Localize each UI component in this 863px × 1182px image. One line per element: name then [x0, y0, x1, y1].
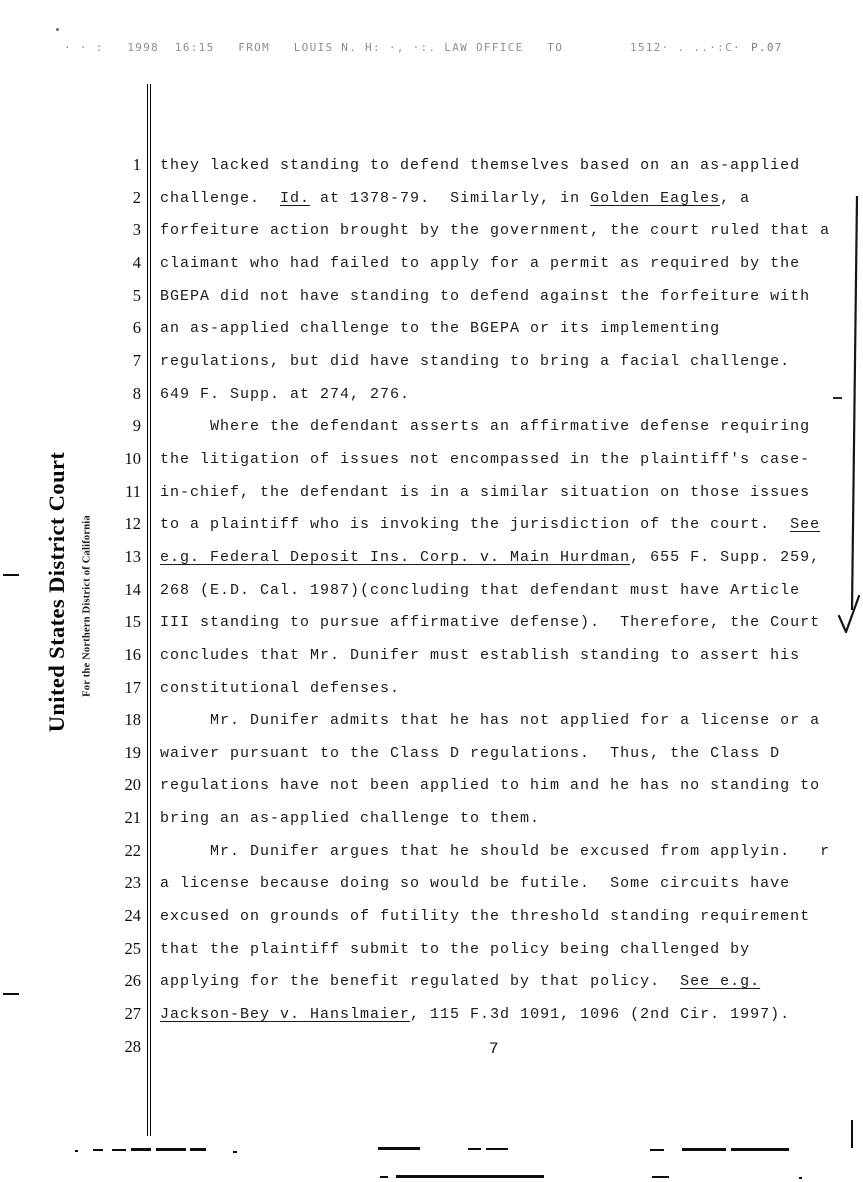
pen-check-annotation [828, 192, 862, 644]
noise-mark [731, 1148, 789, 1151]
body-line-text: excused on grounds of futility the threshold standing requirement [160, 908, 811, 926]
page-number: 7 [489, 1040, 500, 1058]
body-line-text: waiver pursuant to the Class D regulations. Thus, the Class D [160, 744, 781, 762]
body-line-text: a license because doing so would be futile. Some circuits have [160, 875, 791, 893]
line-number: 11 [125, 481, 141, 501]
body-line [0, 838, 863, 871]
body-line-text: regulations, but did have standing to bring a facial challenge. [160, 352, 791, 370]
body-line-text: BGEPA did not have standing to defend against the forfeiture with [160, 287, 811, 305]
sidebar-district-name: For the Northern District of California [81, 515, 93, 697]
body-line [0, 348, 863, 381]
body-line-text: claimant who had failed to apply for a permit as required by the [160, 254, 801, 272]
body-line-text: they lacked standing to defend themselves based on an as-applied [160, 157, 801, 174]
body-line [0, 675, 863, 708]
fax-header-left: · · : 1998 16:15 FROM LOUIS N. H: ·, ·:. LAW OFFICE TO [64, 41, 564, 54]
body-line-text: challenge. Id. at 1378-79. Similarly, in Golden Eagles, a [160, 189, 751, 207]
line-number: 20 [124, 775, 141, 795]
body-line [0, 740, 863, 773]
edge-tick-mark [851, 1120, 853, 1148]
body-line-text: to a plaintiff who is invoking the jurisdiction of the court. See [160, 516, 821, 534]
body-line [0, 805, 863, 838]
body-line-text: e.g. Federal Deposit Ins. Corp. v. Main Hurdman, 655 F. Supp. 259, [160, 548, 821, 566]
line-number: 19 [124, 742, 141, 762]
margin-mark [3, 574, 19, 576]
stray-dash-mark [833, 397, 842, 399]
body-line-text: that the plaintiff submit to the policy being challenged by [160, 940, 751, 958]
body-line [0, 446, 863, 479]
noise-mark [93, 1149, 103, 1151]
line-number: 26 [124, 971, 141, 991]
body-line [0, 544, 863, 577]
body-line [0, 479, 863, 512]
fax-header-number: 1512· . ..·:C· [630, 41, 741, 54]
line-number: 9 [132, 416, 141, 436]
body-line-text: regulations have not been applied to him and he has no standing to [160, 777, 821, 795]
noise-mark [380, 1176, 388, 1178]
noise-mark [486, 1148, 508, 1150]
line-number: 8 [132, 383, 141, 403]
noise-mark [650, 1149, 664, 1151]
body-line-text: Mr. Dunifer argues that he should be excused from applyin. r [160, 842, 831, 860]
body-line [0, 642, 863, 675]
body-line [0, 577, 863, 610]
body-line-text: in-chief, the defendant is in a similar situation on those issues [160, 483, 811, 501]
line-number: 15 [124, 612, 141, 632]
body-line-text: an as-applied challenge to the BGEPA or its implementing [160, 320, 721, 338]
noise-mark [378, 1147, 420, 1150]
line-number: 13 [124, 546, 141, 566]
line-number: 5 [132, 285, 141, 305]
line-number: 25 [124, 938, 141, 958]
noise-mark [112, 1149, 126, 1151]
line-number: 7 [132, 350, 141, 370]
noise-mark [190, 1148, 206, 1151]
body-line [0, 903, 863, 936]
line-number: 4 [132, 252, 141, 272]
line-number: 17 [124, 677, 141, 697]
body-line [0, 511, 863, 544]
line-number: 23 [124, 873, 141, 893]
scan-dot [56, 28, 59, 31]
body-line [0, 381, 863, 414]
body-line-text: constitutional defenses. [160, 679, 401, 697]
line-number: 2 [132, 187, 141, 207]
noise-mark [396, 1175, 544, 1178]
noise-mark [156, 1148, 186, 1151]
noise-mark [799, 1177, 802, 1179]
body-line-text: concludes that Mr. Dunifer must establish standing to assert his [160, 646, 801, 664]
body-line-text: Where the defendant asserts an affirmative defense requiring [160, 418, 811, 436]
body-line-text: Mr. Dunifer admits that he has not applied for a license or a [160, 712, 821, 730]
line-number: 28 [124, 1036, 141, 1056]
noise-mark [468, 1148, 481, 1150]
noise-mark [652, 1176, 669, 1178]
body-line [0, 1034, 863, 1067]
line-number: 16 [124, 644, 141, 664]
line-number: 24 [124, 906, 141, 926]
body-line [0, 870, 863, 903]
body-line-text: Jackson-Bey v. Hanslmaier, 115 F.3d 1091, 1096 (2nd Cir. 1997). [160, 1006, 791, 1024]
body-line [0, 217, 863, 250]
body-line [0, 283, 863, 316]
fax-page-stamp: P.07 [751, 41, 783, 54]
body-line-text: 649 F. Supp. at 274, 276. [160, 385, 411, 403]
noise-mark [233, 1151, 237, 1153]
body-line [0, 152, 863, 185]
line-number: 6 [132, 318, 141, 338]
line-number: 27 [124, 1004, 141, 1024]
body-line [0, 936, 863, 969]
noise-mark [682, 1148, 726, 1151]
line-number: 21 [124, 808, 141, 828]
line-number: 14 [124, 579, 141, 599]
body-line [0, 609, 863, 642]
body-line-text: the litigation of issues not encompassed in the plaintiff's case- [160, 450, 811, 468]
body-line-text: bring an as-applied challenge to them. [160, 810, 541, 828]
body-line [0, 968, 863, 1001]
sidebar-court-name: United States District Court [44, 451, 69, 733]
line-number: 10 [124, 448, 141, 468]
line-number: 18 [124, 710, 141, 730]
line-number: 1 [132, 155, 141, 174]
body-line [0, 413, 863, 446]
body-line [0, 707, 863, 740]
body-line-text: forfeiture action brought by the government, the court ruled that a [160, 222, 831, 240]
body-line [0, 250, 863, 283]
body-line-text: 268 (E.D. Cal. 1987)(concluding that defendant must have Article [160, 581, 801, 599]
noise-mark [131, 1148, 151, 1151]
line-number: 22 [124, 840, 141, 860]
body-line [0, 772, 863, 805]
line-number: 12 [124, 514, 141, 534]
noise-mark [75, 1150, 78, 1152]
margin-mark [3, 993, 19, 995]
body-line [0, 185, 863, 218]
body-line-text: III standing to pursue affirmative defense). Therefore, the Court [160, 614, 821, 632]
body-line-text: applying for the benefit regulated by that policy. See e.g. [160, 973, 761, 991]
body-line [0, 315, 863, 348]
document-lines [0, 152, 863, 1066]
body-line [0, 1001, 863, 1034]
line-number: 3 [132, 220, 141, 240]
